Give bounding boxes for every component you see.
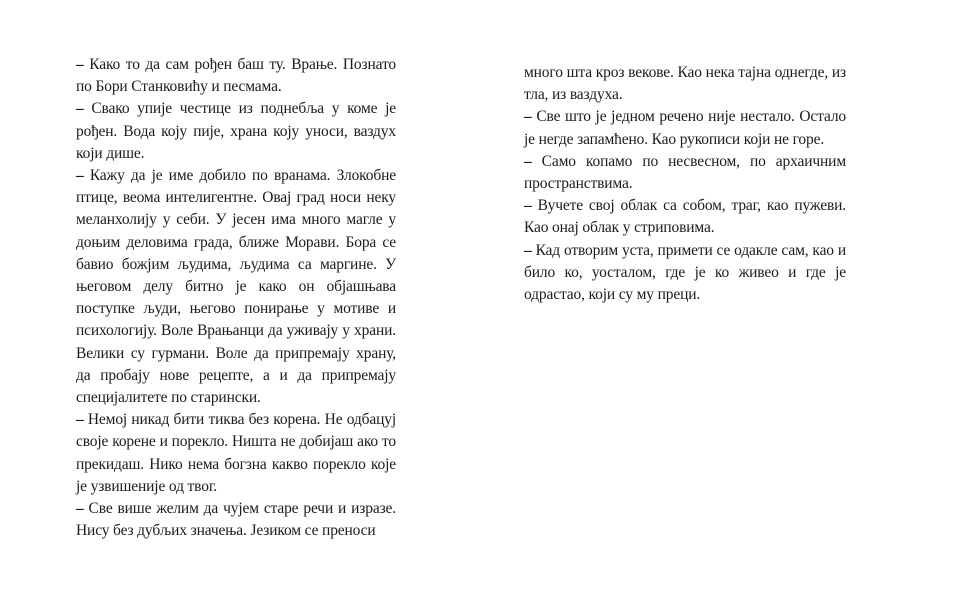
paragraph-text: Кад отворим уста, примети се одакле сам, као и било ко, уосталом, где је ко живео и где је одрастао, који су му преци. [524,241,846,304]
paragraph [76,165,396,409]
paragraph-continuation [524,62,846,106]
paragraph [76,98,396,165]
dialogue-dash: – [524,152,532,170]
paragraph-text: Све више желим да чујем старе речи и изразе. Нису без дубљих значења. Језиком се преноси [76,500,396,540]
paragraph [76,409,396,498]
paragraph-text: Све што је једном речено није нестало. Остало је негде запамћено. Као рукописи који не горе. [524,108,846,148]
dialogue-dash: – [524,197,532,215]
paragraph-text: Само копамо по несвесном, по архаичним пространствима. [524,152,846,193]
paragraph [524,151,846,195]
paragraph-text: много шта кроз векове. Као нека тајна однегде, из тла, из ваздуха. [524,64,846,104]
paragraph-text: Кажу да је име добило по вранама. Злокобне птице, веома интелигентне. Овај град носи неку меланхолију у себи. У јесен има много магле у доњим деловима града, ближе Морави. Бора се бавио божјим људима, људима са маргине. У његовом делу битно је како он објашњава поступке људи, његово понирање у мотиве и психологију. Воле Врањанци да уживају у храни. Велики су гурмани. Воле да припремају храну, да пробају нове рецепте, а и да припремају специјалитете по старински. [76,167,396,407]
paragraph [524,195,846,239]
dialogue-dash: – [76,411,84,429]
dialogue-dash: – [76,56,84,73]
paragraph-text: Свако упије честице из поднебља у коме је рођен. Вода коју пије, храна коју уноси, ваздух који дише. [76,100,396,162]
paragraph [76,54,396,98]
paragraph [76,498,396,542]
dialogue-dash: – [524,108,532,126]
dialogue-dash: – [76,167,84,185]
paragraph [524,240,846,307]
left-page-column [76,54,396,542]
dialogue-dash: – [76,100,84,118]
right-page-column [524,62,846,306]
paragraph-text: Како то да сам рођен баш ту. Врање. Познато по Бори Станковићу и песмама. [76,56,396,96]
dialogue-dash: – [524,241,532,259]
paragraph-text: Немој никад бити тиква без корена. Не одбацуј своје корене и порекло. Ништа не добијаш ако то прекидаш. Нико нема богзна какво порекло које је узвишеније од твог. [76,411,396,495]
paragraph-text: Вучете свој облак са собом, траг, као пужеви. Као онај облак у стриповима. [524,197,846,237]
paragraph [524,106,846,150]
dialogue-dash: – [76,500,84,518]
